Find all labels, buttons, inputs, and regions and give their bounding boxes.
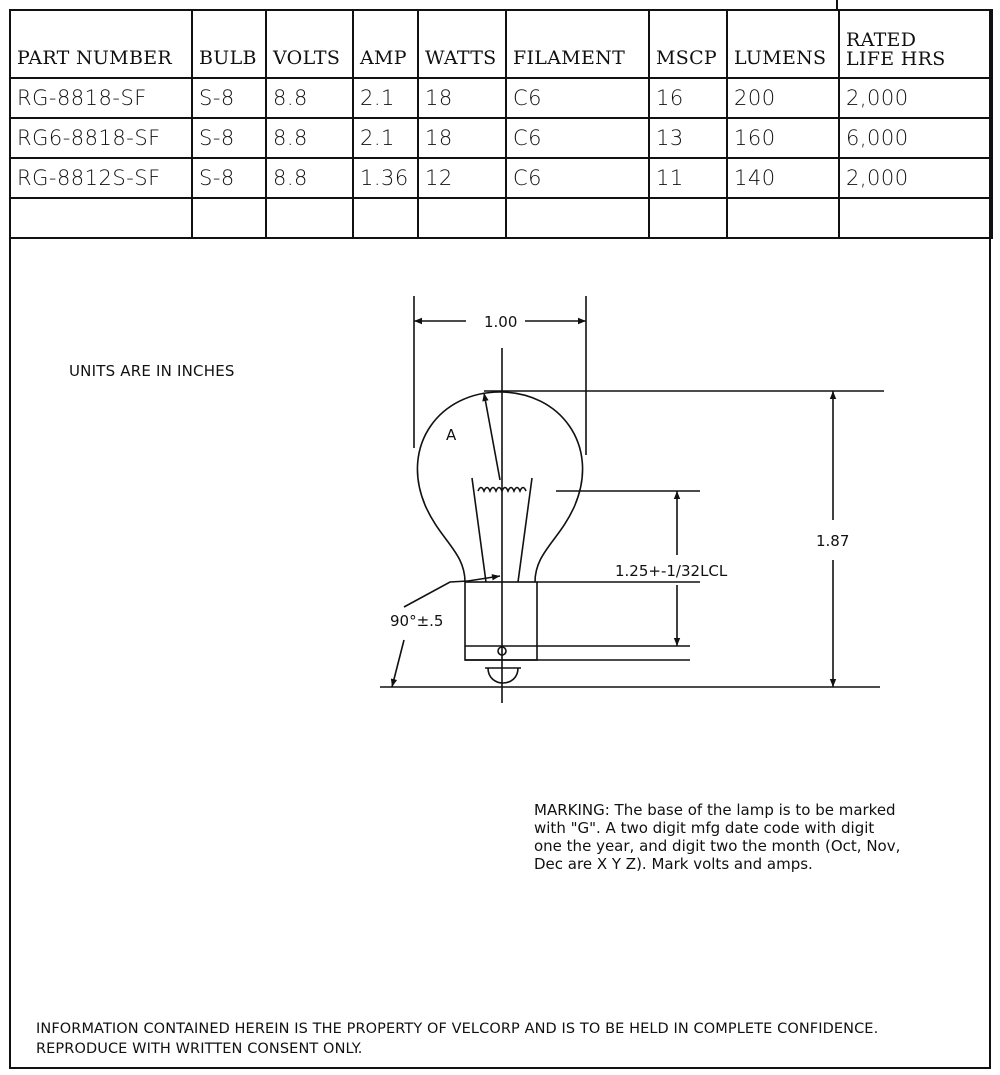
cell-bulb: S-8 [192, 118, 266, 158]
cell-rated-life: 2,000 [839, 158, 992, 198]
header-filament: FILAMENT [506, 10, 649, 78]
cell-lumens: 160 [727, 118, 839, 158]
lcl-dimension-label: 1.25+-1/32LCL [615, 562, 728, 580]
marking-line: with "G". A two digit mfg date code with digit [534, 819, 875, 837]
bulb-base [465, 582, 537, 660]
width-dimension-label: 1.00 [484, 313, 518, 331]
cell-part-number: RG6-8818-SF [10, 118, 192, 158]
cell-mscp: 11 [649, 158, 727, 198]
cell-amp: 2.1 [353, 78, 418, 118]
angle-dimension-label: 90°±.5 [390, 612, 444, 630]
cell-volts: 8.8 [266, 118, 353, 158]
cell-bulb: S-8 [192, 78, 266, 118]
cell-filament: C6 [506, 158, 649, 198]
units-note: UNITS ARE IN INCHES [69, 362, 235, 380]
footer-line: REPRODUCE WITH WRITTEN CONSENT ONLY. [36, 1041, 363, 1057]
cell-watts: 12 [418, 158, 506, 198]
marking-line: Dec are X Y Z). Mark volts and amps. [534, 855, 813, 873]
cell-volts: 8.8 [266, 158, 353, 198]
marking-line: MARKING: The base of the lamp is to be marked [534, 801, 896, 819]
radius-a-label: A [446, 426, 457, 444]
header-bulb: BULB [192, 10, 266, 78]
header-rated-line2: LIFE HRS [846, 48, 946, 70]
cell-mscp: 16 [649, 78, 727, 118]
cell-rated-life: 2,000 [839, 78, 992, 118]
header-volts: VOLTS [266, 10, 353, 78]
footer-line: INFORMATION CONTAINED HEREIN IS THE PROPERTY OF VELCORP AND IS TO BE HELD IN COMPLETE CONFIDENCE. [36, 1021, 879, 1037]
header-part-number: PART NUMBER [10, 10, 192, 78]
cell-filament: C6 [506, 78, 649, 118]
cell-amp: 2.1 [353, 118, 418, 158]
cell-volts: 8.8 [266, 78, 353, 118]
cell-part-number: RG-8818-SF [10, 78, 192, 118]
cell-watts: 18 [418, 118, 506, 158]
header-lumens: LUMENS [727, 10, 839, 78]
marking-line: one the year, and digit two the month (Oct, Nov, [534, 837, 901, 855]
cell-amp: 1.36 [353, 158, 418, 198]
header-amp: AMP [353, 10, 418, 78]
height-dimension-label: 1.87 [816, 532, 850, 550]
cell-mscp: 13 [649, 118, 727, 158]
cell-part-number: RG-8812S-SF [10, 158, 192, 198]
header-rated-line1: RATED [846, 29, 917, 51]
contact-tip [488, 668, 518, 683]
cell-filament: C6 [506, 118, 649, 158]
header-mscp: MSCP [649, 10, 727, 78]
cell-watts: 18 [418, 78, 506, 118]
confidentiality-footer [36, 1019, 878, 1059]
cell-lumens: 140 [727, 158, 839, 198]
marking-note [534, 801, 954, 873]
cell-lumens: 200 [727, 78, 839, 118]
header-watts: WATTS [418, 10, 506, 78]
cell-bulb: S-8 [192, 158, 266, 198]
cell-rated-life: 6,000 [839, 118, 992, 158]
